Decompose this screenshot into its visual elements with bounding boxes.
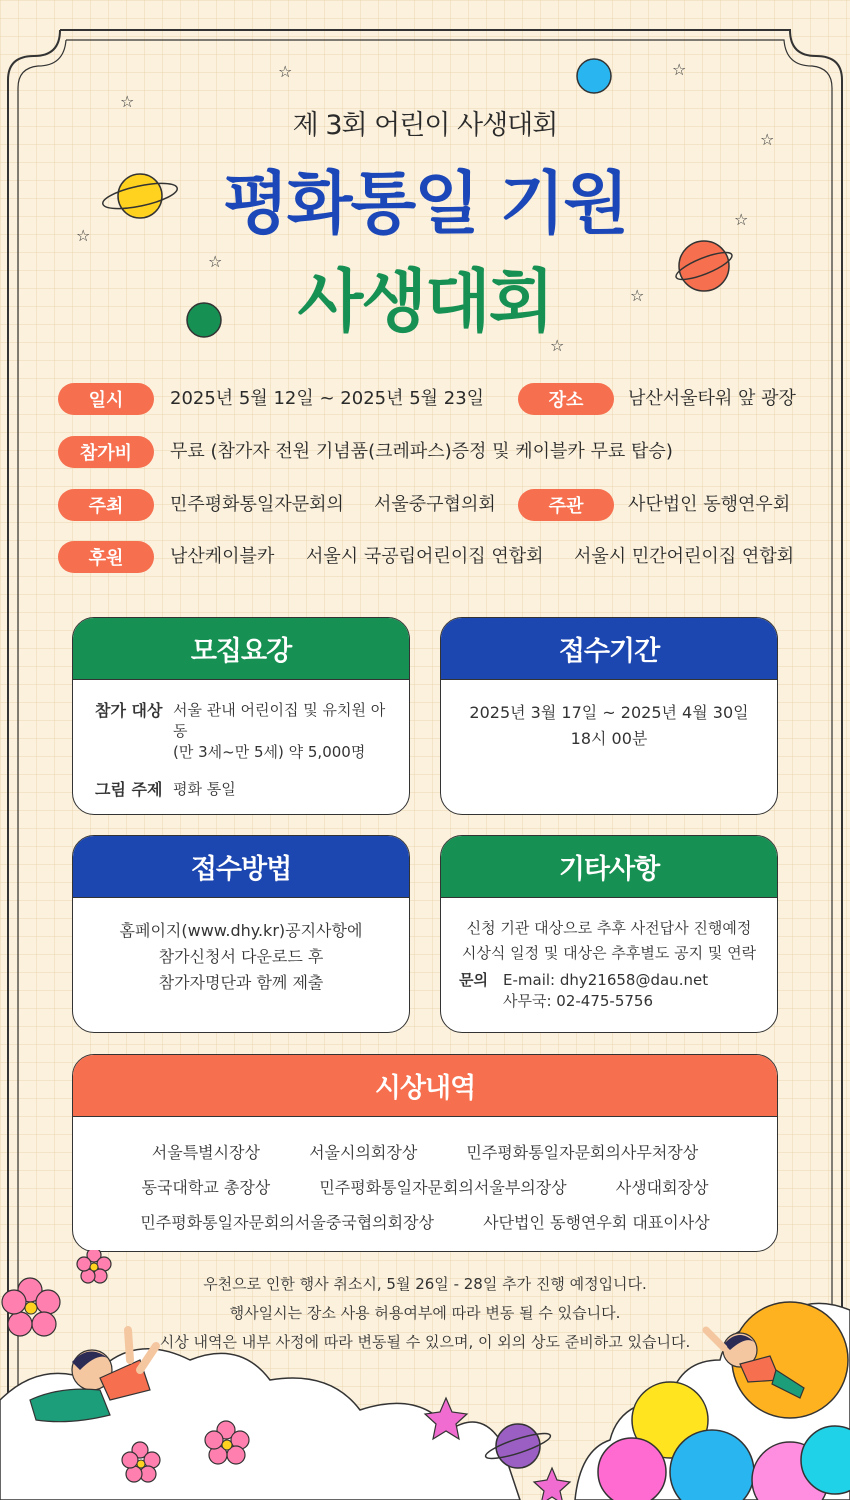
target-label: 참가 대상 bbox=[95, 701, 163, 720]
method-line-1: 홈페이지(www.dhy.kr)공지사항에 bbox=[119, 921, 363, 940]
sponsor-value-3: 서울시 민간어린이집 연합회 bbox=[574, 546, 795, 567]
period-card bbox=[440, 617, 778, 815]
main-title-line2: 사생대회 bbox=[297, 263, 553, 342]
place-value: 남산서울타워 앞 광장 bbox=[628, 388, 796, 409]
star-icon: ☆ bbox=[208, 252, 223, 271]
sponsor-label: 후원 bbox=[58, 541, 154, 573]
awards-card bbox=[72, 1054, 778, 1252]
star-icon: ☆ bbox=[672, 60, 687, 79]
note-line-2: 행사일시는 장소 사용 허용여부에 따라 변동 될 수 있습니다. bbox=[229, 1304, 621, 1322]
theme-label: 그림 주제 bbox=[95, 780, 163, 799]
event-subtitle: 제 3회 어린이 사생대회 bbox=[292, 110, 558, 141]
award-item: 사생대회장상 bbox=[615, 1178, 709, 1197]
main-title-line1: 평화통일 기원 bbox=[223, 165, 627, 244]
star-icon: ☆ bbox=[278, 62, 293, 81]
target-line-1: 서울 관내 어린이집 및 유치원 아동 bbox=[173, 701, 386, 740]
award-item: 사단법인 동행연우회 대표이사상 bbox=[483, 1213, 710, 1232]
recruitment-card bbox=[72, 617, 410, 815]
blue-planet-icon bbox=[574, 56, 614, 96]
etc-line-2: 시상식 일정 및 대상은 추후별도 공지 및 연락 bbox=[461, 944, 757, 962]
awards-row-2 bbox=[93, 1170, 757, 1205]
period-line-2: 18시 00분 bbox=[570, 729, 648, 748]
method-card bbox=[72, 835, 410, 1033]
award-item: 민주평화통일자문회의서울부의장상 bbox=[319, 1178, 567, 1197]
star-icon: ☆ bbox=[76, 226, 91, 245]
period-line-1: 2025년 3월 17일 ~ 2025년 4월 30일 bbox=[469, 703, 749, 722]
star-icon: ☆ bbox=[734, 210, 749, 229]
star-icon: ☆ bbox=[550, 336, 565, 355]
date-value: 2025년 5월 12일 ~ 2025년 5월 23일 bbox=[170, 388, 485, 409]
award-item: 민주평화통일자문회의사무처장상 bbox=[466, 1143, 699, 1162]
host-value-2: 서울중구협의회 bbox=[374, 494, 496, 515]
sponsor-value-2: 서울시 국공립어린이집 연합회 bbox=[306, 546, 544, 567]
organizer-value: 사단법인 동행연우회 bbox=[628, 494, 791, 515]
awards-row-3 bbox=[93, 1205, 757, 1240]
host-value-1: 민주평화통일자문회의 bbox=[170, 494, 344, 515]
award-item: 민주평화통일자문회의서울중국협의회장상 bbox=[140, 1213, 434, 1232]
target-line-2: (만 3세~만 5세) 약 5,000명 bbox=[173, 743, 366, 761]
method-line-2: 참가신청서 다운로드 후 bbox=[158, 947, 324, 966]
method-card-title: 접수방법 bbox=[73, 836, 409, 898]
period-card-title: 접수기간 bbox=[441, 618, 777, 680]
award-item: 서울시의회장상 bbox=[309, 1143, 418, 1162]
star-icon: ☆ bbox=[120, 92, 135, 111]
theme-value: 평화 통일 bbox=[173, 780, 236, 798]
method-line-3: 참가자명단과 함께 제출 bbox=[158, 973, 324, 992]
contact-email: E-mail: dhy21658@dau.net bbox=[503, 971, 709, 989]
contact-label: 문의 bbox=[459, 971, 488, 989]
etc-card-title: 기타사항 bbox=[441, 836, 777, 898]
host-label: 주최 bbox=[58, 489, 154, 521]
award-item: 동국대학교 총장상 bbox=[141, 1178, 271, 1197]
star-icon: ☆ bbox=[630, 286, 645, 305]
sponsor-value-1: 남산케이블카 bbox=[170, 546, 275, 567]
date-label: 일시 bbox=[58, 383, 154, 415]
note-line-1: 우천으로 인한 행사 취소시, 5월 26일 - 28일 추가 진행 예정입니다. bbox=[203, 1275, 647, 1293]
organizer-label: 주관 bbox=[518, 489, 614, 521]
recruitment-card-title: 모집요강 bbox=[73, 618, 409, 680]
award-item: 서울특별시장상 bbox=[151, 1143, 260, 1162]
awards-row-1 bbox=[93, 1135, 757, 1170]
contact-office: 사무국: 02-475-5756 bbox=[503, 992, 654, 1010]
fee-label: 참가비 bbox=[58, 436, 154, 468]
star-icon: ☆ bbox=[760, 130, 775, 149]
etc-line-1: 신청 기관 대상으로 추후 사전답사 진행예정 bbox=[466, 919, 752, 937]
note-line-3: 시상 내역은 내부 사정에 따라 변동될 수 있으며, 이 외의 상도 준비하고 있습니다. bbox=[159, 1333, 691, 1351]
place-label: 장소 bbox=[518, 383, 614, 415]
etc-card bbox=[440, 835, 778, 1033]
awards-card-title: 시상내역 bbox=[73, 1055, 777, 1117]
fee-value: 무료 (참가자 전원 기념품(크레파스)증정 및 케이블카 무료 탑승) bbox=[170, 441, 673, 462]
